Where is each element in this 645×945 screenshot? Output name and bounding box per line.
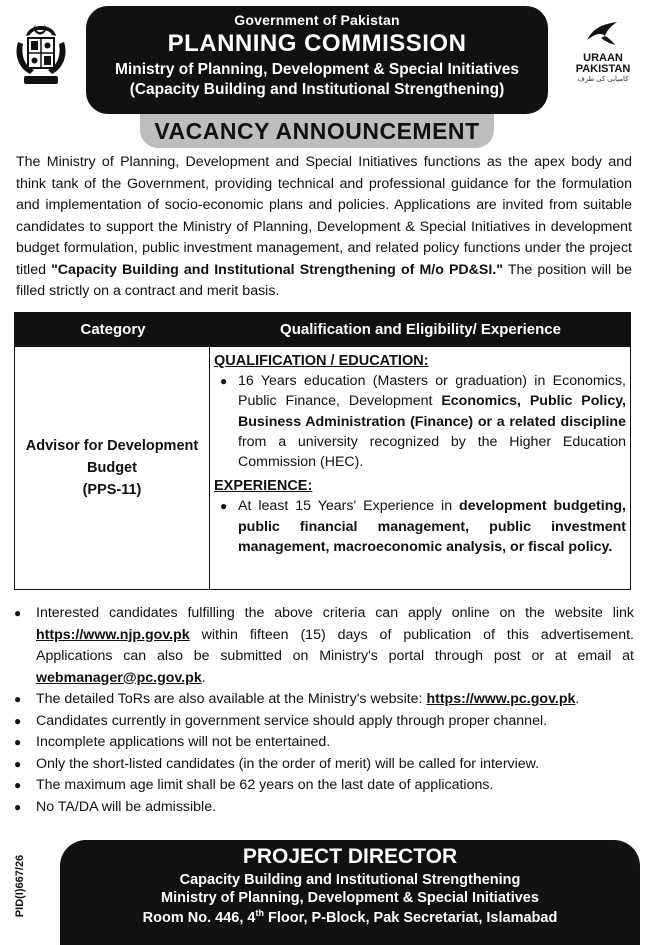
logo-text-pakistan: PAKISTAN	[575, 63, 631, 75]
header-block	[86, 6, 548, 114]
table-row	[15, 347, 630, 589]
apply-text: Interested candidates fulfilling the above criteria can apply online on the website link	[36, 605, 634, 621]
intro-text: The Ministry of Planning, Development and Special Initiatives functions as the apex body and think tank of the Government, providing technical and professional guidance for the formulation and implementation of socio-economic plans and policies. Applications are invited from suitable candidates to support the Ministry of Planning, Development & Special Initiatives in development budget formulation, public investment management, and related policy functions under the project titled	[16, 154, 632, 278]
footer-block	[60, 840, 640, 945]
qualification-text-end: from a university recognized by the Higher Education Commission (HEC).	[238, 433, 626, 471]
bullet-icon: ●	[14, 756, 22, 771]
list-item	[14, 797, 634, 819]
footer-address	[60, 908, 640, 926]
footer-ministry: Ministry of Planning, Development & Special Initiatives	[161, 890, 539, 906]
government-emblem-icon	[10, 22, 72, 88]
address-part: Room No. 446, 4	[142, 909, 256, 926]
list-item	[14, 732, 634, 754]
logo-tagline: کامیابی کی طرف	[577, 76, 629, 83]
experience-areas: development budgeting, public financial management, public investment management, macroeconomic analysis, or fiscal policy.	[238, 498, 626, 556]
footer-title: PROJECT DIRECTOR	[242, 845, 458, 868]
ministry-title: Ministry of Planning, Development & Special Initiatives	[115, 61, 519, 78]
incomplete-applications-note: Incomplete applications will not be entertained.	[36, 734, 331, 750]
table-header	[15, 313, 630, 347]
government-service-note: Candidates currently in government service should apply through proper channel.	[36, 712, 548, 729]
instructions-list	[14, 603, 634, 818]
uraan-pakistan-logo	[568, 20, 638, 94]
bullet-icon: ●	[14, 735, 22, 749]
bullet-icon: ●	[220, 374, 228, 388]
experience-text: At least 15 Years' Experience in	[238, 498, 460, 515]
list-item	[14, 754, 634, 776]
bullet-icon: ●	[220, 499, 228, 514]
list-item	[220, 371, 626, 472]
apply-text-end: .	[201, 669, 206, 686]
list-item	[14, 711, 634, 733]
category-scale: (PPS-11)	[82, 482, 142, 498]
experience-heading: EXPERIENCE:	[214, 478, 313, 495]
tors-text: The detailed ToRs are also available at the Ministry's website:	[36, 691, 427, 707]
column-header-qualification: Qualification and Eligibility/ Experience	[280, 321, 561, 338]
njp-website-link[interactable]: https://www.njp.gov.pk	[36, 626, 190, 643]
logo-text-uraan: URAAN	[583, 52, 623, 64]
category-title-line1: Advisor for Development	[25, 438, 199, 454]
address-superscript: th	[255, 908, 264, 918]
column-header-category: Category	[80, 321, 146, 338]
age-limit-note: The maximum age limit shall be 62 years on the last date of applications.	[36, 777, 494, 793]
qualification-text: 16 Years education (Masters or graduation) in Economics, Public Finance, Development	[238, 373, 626, 410]
project-title: (Capacity Building and Institutional Strengthening)	[129, 81, 505, 98]
commission-title: PLANNING COMMISSION	[167, 30, 467, 57]
intro-paragraph	[16, 152, 632, 303]
list-item	[14, 775, 634, 797]
apply-text-mid: within fifteen (15) days of publication of this advertisement. Applications can also be submitted on Ministry's portal through post or at email at	[36, 626, 634, 664]
email-link[interactable]: webmanager@pc.gov.pk	[36, 669, 202, 686]
bullet-icon: ●	[14, 606, 22, 620]
shortlist-note: Only the short-listed candidates (in the order of merit) will be called for interview.	[36, 755, 540, 772]
category-title-line2: Budget	[87, 460, 137, 476]
vacancy-table	[14, 312, 631, 590]
bullet-icon: ●	[14, 692, 22, 706]
ta-da-note: No TA/DA will be admissible.	[36, 798, 217, 815]
intro-project-name: "Capacity Building and Institutional Strengthening of M/o PD&SI."	[51, 261, 504, 278]
qualification-cell	[210, 347, 630, 589]
list-item	[14, 689, 634, 711]
pid-number: PID(I)667/26	[14, 854, 26, 918]
bullet-icon: ●	[14, 799, 22, 814]
qualification-disciplines: Economics, Public Policy, Business Administration (Finance) or a related discipline	[238, 393, 626, 430]
vacancy-banner: VACANCY ANNOUNCEMENT	[140, 114, 494, 148]
bullet-icon: ●	[14, 713, 22, 728]
bullet-icon: ●	[14, 778, 22, 792]
government-label: Government of Pakistan	[234, 12, 400, 28]
ministry-website-link[interactable]: https://www.pc.gov.pk	[426, 691, 576, 707]
bird-icon	[583, 20, 623, 46]
list-item	[220, 496, 626, 557]
footer-project: Capacity Building and Institutional Strengthening	[179, 872, 521, 888]
address-part-end: Floor, P-Block, Pak Secretariat, Islamabad	[263, 909, 558, 926]
list-item	[14, 603, 634, 689]
qualification-heading: QUALIFICATION / EDUCATION:	[214, 353, 429, 369]
category-cell	[15, 347, 210, 589]
tors-text-end: .	[575, 691, 580, 707]
intro-text-end: The position will be filled strictly on a contract and merit basis.	[16, 261, 632, 299]
